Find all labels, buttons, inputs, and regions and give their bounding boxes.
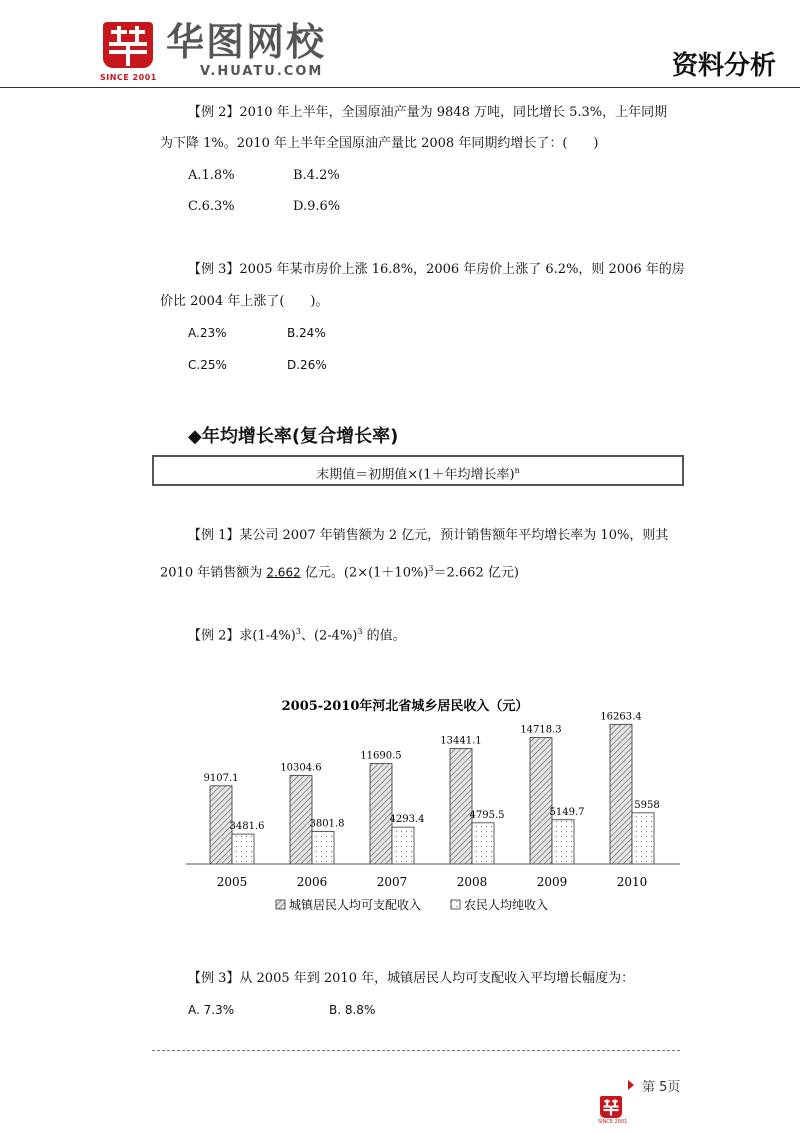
ex3a-line1: 【例 3】2005 年某市房价上涨 16.8%，2006 年房价上涨了 6.2%，则 2006 年的房 [188, 262, 685, 277]
ex2b-mid: 、(2-4%) [300, 628, 358, 644]
formula-text: 末期值＝初期值×(1＋年均增长率) [316, 467, 515, 483]
footer-since-text: SINCE 2001 [598, 1119, 628, 1125]
legend-swatch-urban [276, 900, 285, 909]
formula-box [152, 455, 684, 486]
page-arrow-icon [628, 1080, 634, 1090]
ex2b-sup2: 3 [357, 627, 363, 636]
value-label-urban: 13441.1 [440, 735, 482, 747]
formula-exponent: n [514, 466, 520, 475]
value-label-rural: 5958 [634, 799, 660, 811]
bar-rural [392, 827, 414, 864]
header-divider [0, 87, 800, 88]
ex3a-option-b: B.24% [287, 326, 326, 340]
legend-label-rural: 农民人均纯收入 [464, 898, 549, 912]
chart-svg [180, 690, 700, 920]
ex2b-pre: 【例 2】求(1-4%) [188, 628, 296, 644]
ex1b-line2-mid: 亿元。(2×(1＋10%) [300, 565, 429, 581]
legend-swatch-rural [451, 900, 460, 909]
chart-title: 2005-2010年河北省城乡居民收入（元） [281, 699, 529, 714]
value-label-rural: 4795.5 [469, 809, 505, 821]
ex2b-sup1: 3 [295, 627, 301, 636]
logo-since-text: SINCE 2001 [100, 73, 157, 82]
bar-urban [450, 749, 472, 864]
ex1b-exponent: 3 [428, 564, 434, 573]
ex1b-answer: 2.662 [266, 565, 301, 580]
ex3b-option-b: B. 8.8% [329, 1003, 376, 1017]
ex2a-option-d: D.9.6% [293, 199, 341, 214]
footer-logo-icon [600, 1096, 622, 1118]
bar-rural [632, 813, 654, 864]
footer-divider [152, 1050, 680, 1051]
value-label-rural: 3481.6 [229, 821, 265, 833]
ex3a-line2: 价比 2004 年上涨了( )。 [160, 294, 329, 309]
value-label-urban: 10304.6 [280, 762, 322, 774]
page-number: 第 5页 [642, 1080, 681, 1095]
value-label-rural: 5149.7 [549, 806, 585, 818]
bar-urban [530, 738, 552, 864]
bar-rural [232, 834, 254, 864]
x-tick-label: 2005 [216, 875, 248, 889]
ex2a-line1: 【例 2】2010 年上半年，全国原油产量为 9848 万吨，同比增长 5.3%，上年同期 [188, 105, 668, 120]
ex3b-option-a: A. 7.3% [188, 1003, 235, 1017]
value-label-rural: 4293.4 [389, 814, 425, 826]
x-tick-label: 2008 [456, 875, 488, 889]
x-tick-label: 2009 [536, 875, 568, 889]
ex1b-line1: 【例 1】某公司 2007 年销售额为 2 亿元，预计销售额年平均增长率为 10%，则其 [188, 528, 669, 543]
value-label-urban: 11690.5 [360, 750, 402, 762]
ex2b-question [188, 623, 406, 645]
ex3a-option-a: A.23% [188, 326, 227, 340]
bar-rural [312, 831, 334, 864]
section-title: 资料分析 [671, 51, 776, 81]
income-bar-chart [180, 690, 700, 924]
x-tick-label: 2006 [296, 875, 328, 889]
logo-name: 华图网校 [166, 20, 327, 64]
ex1b-line2-pre: 2010 年销售额为 [160, 565, 267, 581]
ex3a-option-c: C.25% [188, 358, 227, 372]
ex2a-option-a: A.1.8% [188, 168, 235, 183]
value-label-urban: 16263.4 [600, 711, 642, 723]
x-tick-label: 2007 [376, 875, 408, 889]
ex1b-line2-post: ＝2.662 亿元) [433, 565, 519, 581]
ex1b-line2 [160, 560, 519, 582]
ex3b-line1: 【例 3】从 2005 年到 2010 年，城镇居民人均可支配收入平均增长幅度为： [188, 971, 635, 986]
ex2a-option-b: B.4.2% [293, 168, 340, 183]
page-header [0, 0, 800, 88]
value-label-rural: 3801.8 [309, 818, 345, 830]
value-label-urban: 9107.1 [203, 772, 239, 784]
value-label-urban: 14718.3 [520, 724, 562, 736]
ex2a-option-c: C.6.3% [188, 199, 235, 214]
ex3a-option-d: D.26% [287, 358, 327, 372]
bar-urban [610, 724, 632, 864]
legend-label-urban: 城镇居民人均可支配收入 [289, 898, 422, 912]
x-tick-label: 2010 [616, 875, 648, 889]
logo-url: V.HUATU.COM [200, 64, 324, 79]
ex2a-line2: 为下降 1%。2010 年上半年全国原油产量比 2008 年同期约增长了：( ) [160, 136, 599, 151]
huatu-logo-icon [103, 22, 153, 68]
bar-rural [552, 820, 574, 864]
ex2b-post: 的值。 [362, 628, 406, 644]
bar-rural [472, 823, 494, 864]
section-heading: ◆年均增长率(复合增长率) [188, 426, 399, 447]
